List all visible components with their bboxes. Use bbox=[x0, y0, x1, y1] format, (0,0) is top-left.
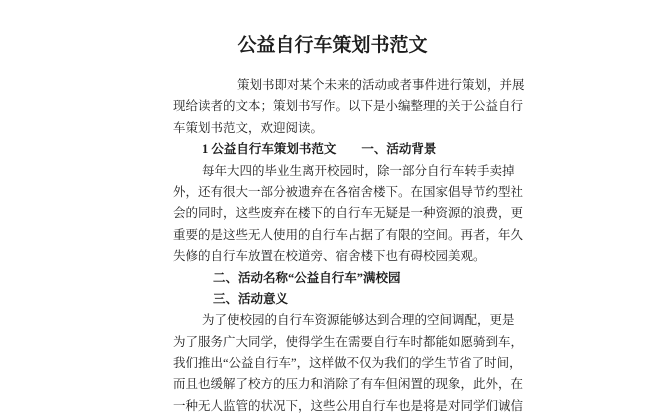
body-text-line: 策划书即对某个未来的活动或者事件进行策划，并展 bbox=[237, 78, 525, 92]
body-text-line: 失修的自行车放置在校道旁、宿舍楼下也有碍校园美观。 bbox=[173, 249, 486, 264]
body-text-line: 会的同时，这些废弃在楼下的自行车无疑是一种资源的浪费，更 bbox=[173, 206, 524, 221]
body-text-line: 重要的是这些无人使用的自行车占据了有限的空间。再者，年久 bbox=[173, 227, 524, 242]
heading-line-activity-meaning: 三、活动意义 bbox=[213, 291, 289, 306]
body-text-line: 我们推出“公益自行车”，这样做不仅为我们的学生节省了时间， bbox=[173, 356, 522, 371]
document-title: 公益自行车策划书范文 bbox=[237, 35, 428, 56]
document-body bbox=[173, 75, 529, 417]
body-text-line: 每年大四的毕业生离开校园时，除一部分自行车转手卖掉 bbox=[202, 163, 515, 178]
body-text-line: 而且也缓解了校方的压力和消除了有车但闲置的现象，此外，在 bbox=[173, 377, 524, 392]
body-text-line: 为了使校园的自行车资源能够达到合理的空间调配，更是 bbox=[202, 313, 515, 328]
body-text-line: 为了服务广大同学，使得学生在需要自行车时都能如愿骑到车， bbox=[173, 334, 524, 349]
body-text-line: 车策划书范文，欢迎阅读。 bbox=[173, 120, 324, 135]
body-text-line: 一种无人监管的状况下，这些公用自行车也是将是对同学们诚信 bbox=[173, 398, 524, 413]
body-text-line: 外，还有很大一部分被遗弃在各宿舍楼下。在国家倡导节约型社 bbox=[173, 184, 524, 199]
heading-line-activity-name: 二、活动名称“公益自行车”满校园 bbox=[213, 270, 401, 285]
heading-line-activity-background: 1 公益自行车策划书范文 一、活动背景 bbox=[202, 142, 437, 157]
body-text-line: 现给读者的文本；策划书写作。以下是小编整理的关于公益自行 bbox=[173, 99, 524, 114]
